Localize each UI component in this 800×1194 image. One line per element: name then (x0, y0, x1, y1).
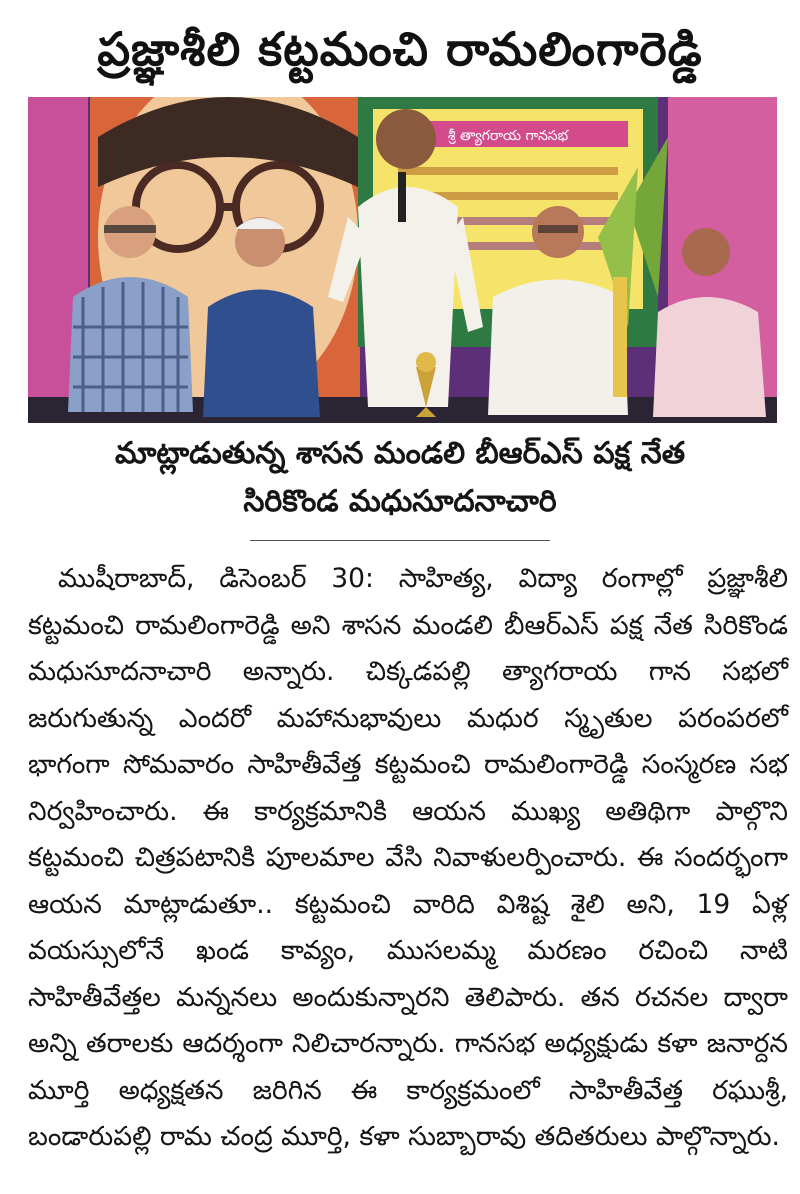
article-photo (28, 97, 777, 423)
photo-caption (0, 430, 800, 526)
caption-divider (250, 540, 550, 541)
caption-line-1: మాట్లాడుతున్న శాసన మండలి బీఆర్ఎస్ పక్ష నేత (114, 436, 686, 471)
banner-text: శ్రీ త్యాగరాయ గానసభ (447, 128, 569, 144)
article-headline: ప్రజ్ఞాశీలి కట్టమంచి రామలింగారెడ్డి (97, 22, 703, 76)
caption-line-2: సిరికొండ మధుసూదనాచారి (243, 484, 557, 519)
article-body: ముషీరాబాద్, డిసెంబర్ 30: సాహిత్య, విద్యా రంగాల్లో ప్రజ్ఞాశీలి కట్టమంచి రామలింగారెడ్డి అని శాసన మండలి బీఆర్ఎస్ పక్ష నేత సిరికొండ మధుసూదనాచారి అన్నారు. చిక్కడపల్లి త్యాగరాయ గాన సభలో జరుగుతున్న ఎందరో మహానుభావులు మధుర స్మృతుల పరంపరలో భాగంగా సోమవారం సాహితీవేత్త కట్టమంచి రామలింగారెడ్డి సంస్మరణ సభ నిర్వహించారు. ఈ కార్యక్రమానికి ఆయన ముఖ్య అతిథిగా పాల్గొని కట్టమంచి చిత్రపటానికి పూలమాల వేసి నివాళులర్పించారు. ఈ సందర్భంగా ఆయన మాట్లాడుతూ.. కట్టమంచి వారిది విశిష్ట శైలి అని, 19 ఏళ్ల వయస్సులోనే ఖండ కావ్యం, ముసలమ్మ మరణం రచించి నాటి సాహితీవేత్తల మన్ననలు అందుకున్నారని తెలిపారు. తన రచనల ద్వారా అన్ని తరాలకు ఆదర్శంగా నిలిచారన్నారు. గానసభ అధ్యక్షుడు కళా జనార్దన మూర్తి అధ్యక్షతన జరిగిన ఈ కార్యక్రమంలో సాహితీవేత్త రఘుశ్రీ, బండారుపల్లి రామ చంద్ర మూర్తి, కళా సుబ్బారావు తదితరులు పాల్గొన్నారు. (28, 563, 788, 1152)
